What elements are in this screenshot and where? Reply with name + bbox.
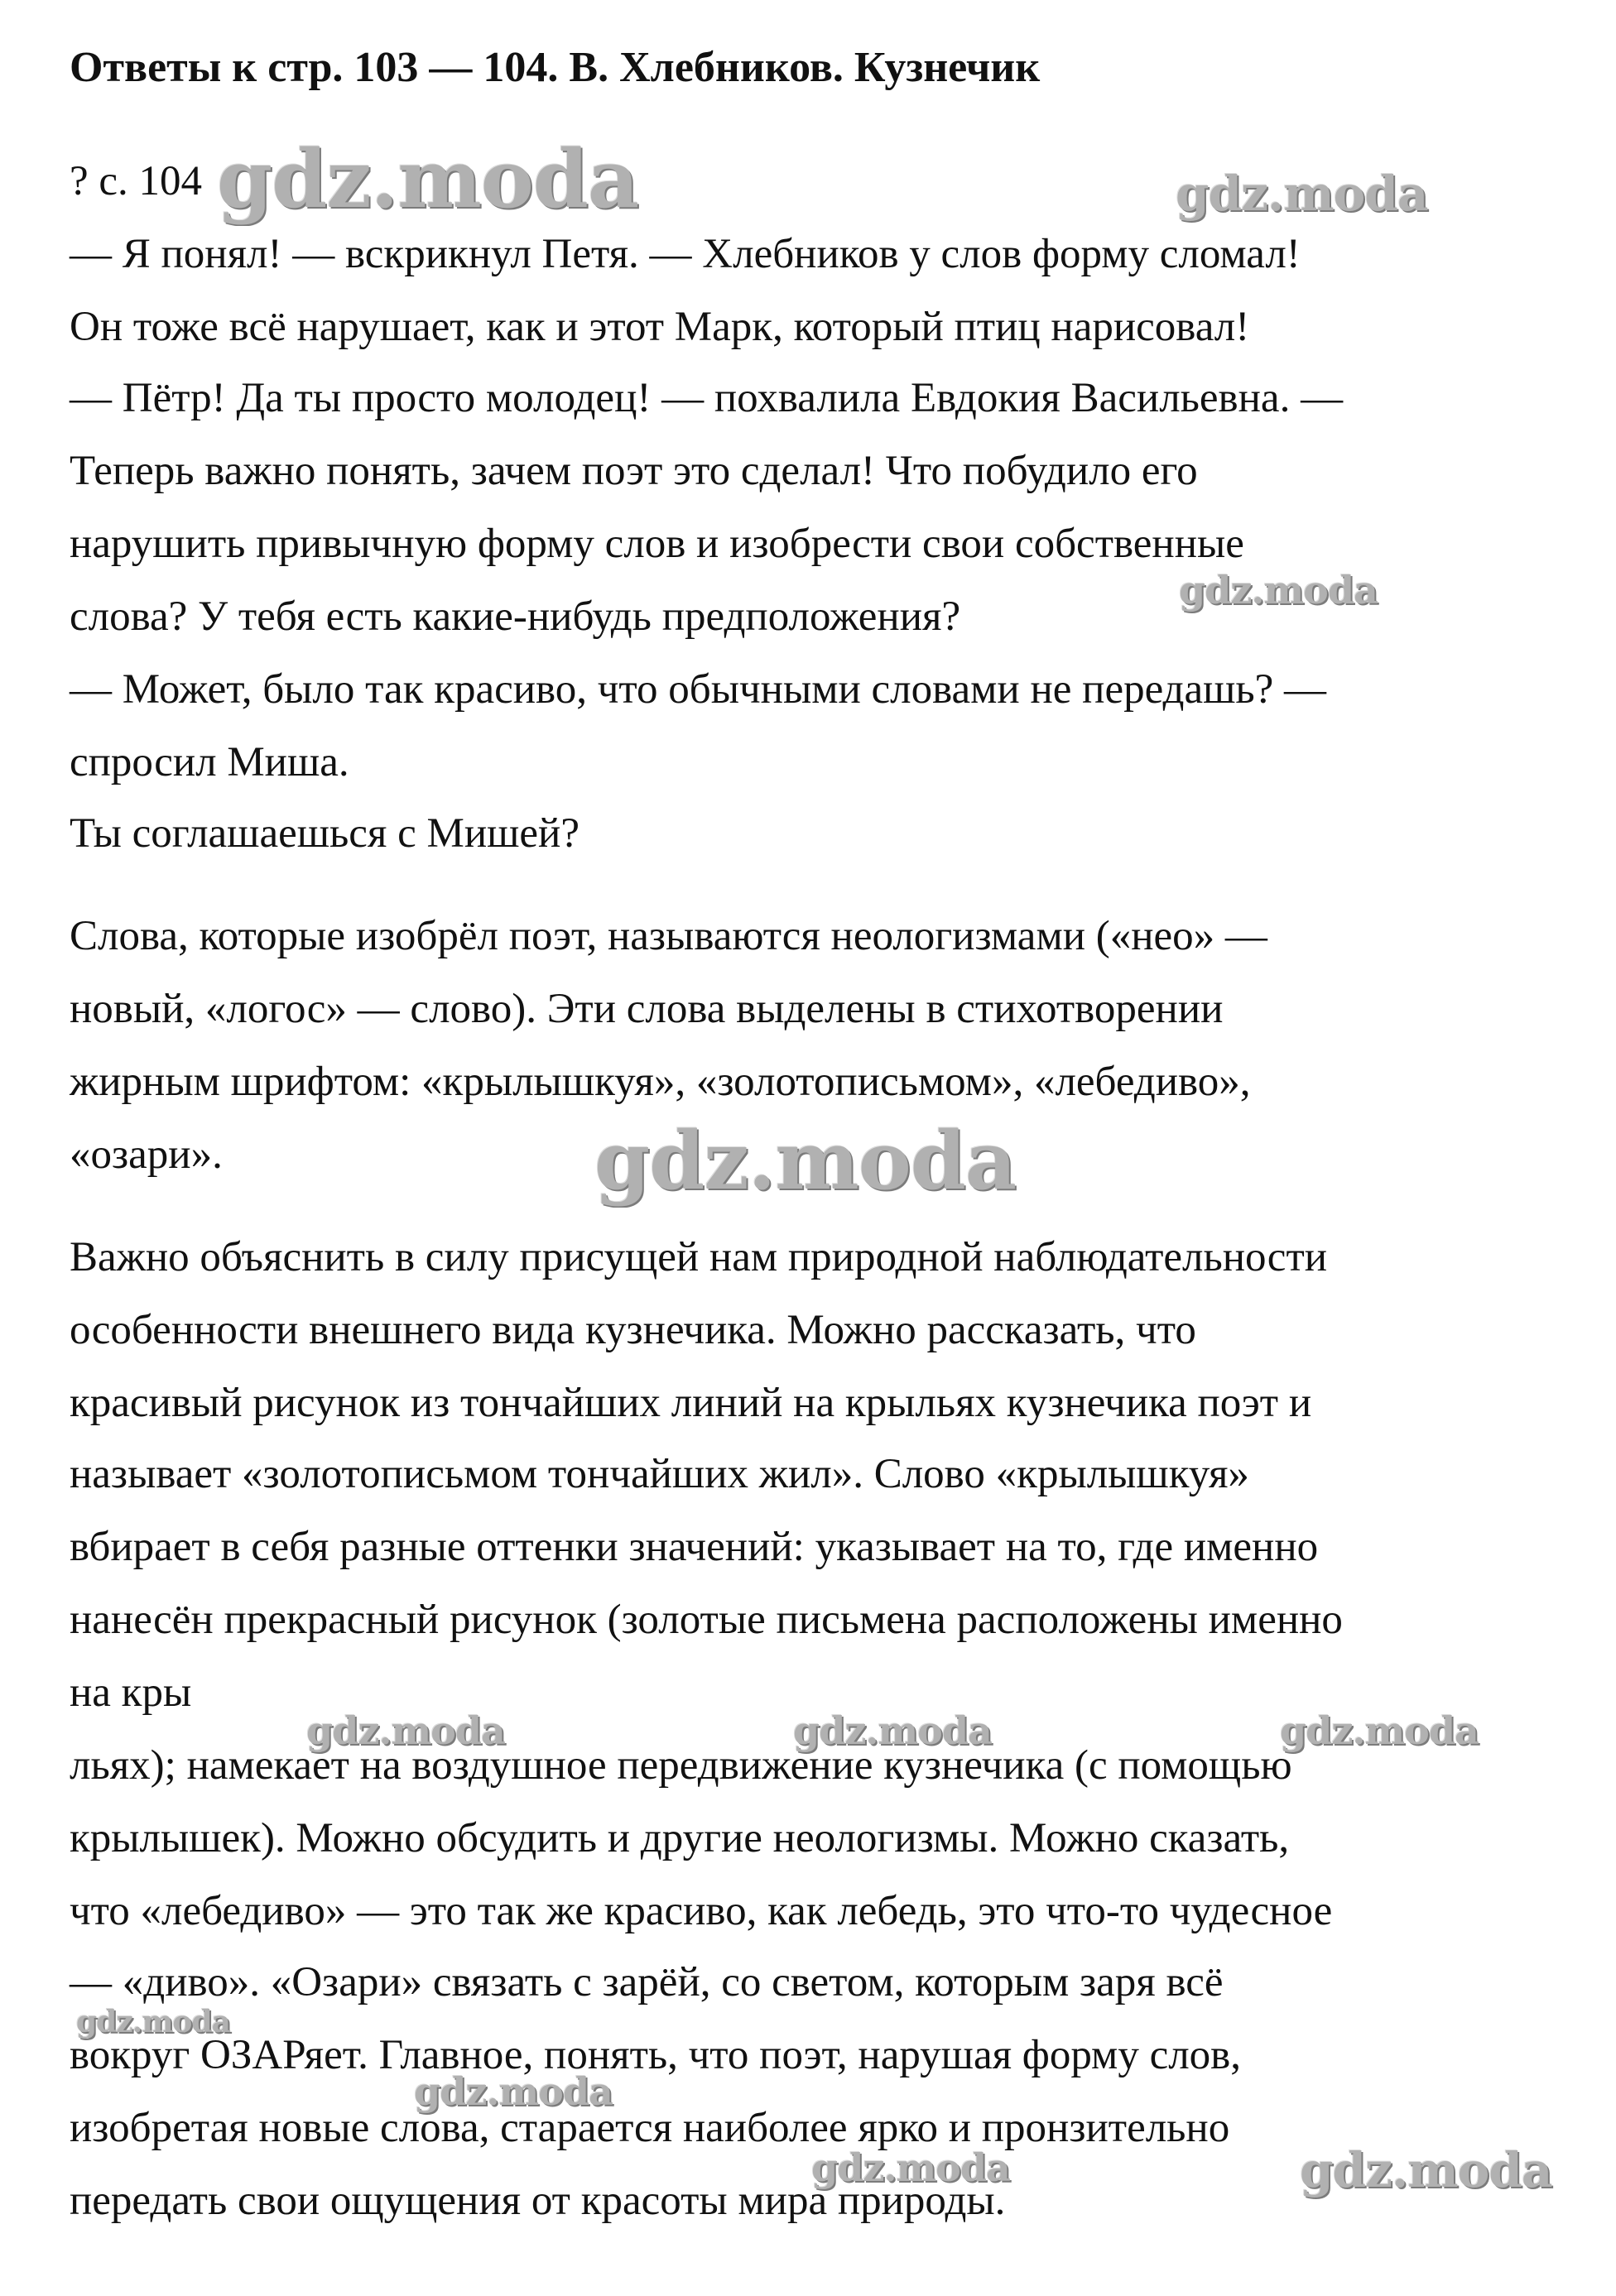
dialogue-line: Ты соглашаешься с Мишей? xyxy=(70,810,580,857)
paragraph-line: нанесён прекрасный рисунок (золотые письмена расположены именно xyxy=(70,1597,1343,1643)
paragraph-line: — «диво». «Озари» связать с зарёй, со светом, которым заря всё xyxy=(70,1959,1224,2005)
paragraph-line: что «лебедиво» — это так же красиво, как лебедь, это что-то чудесное xyxy=(70,1888,1333,1934)
watermark: gdz.moda xyxy=(1179,568,1378,612)
paragraph-line: льях); намекает на воздушное передвижение кузнечика (с помощью xyxy=(70,1742,1292,1789)
paragraph-line: вокруг ОЗАРяет. Главное, понять, что поэт, нарушая форму слов, xyxy=(70,2032,1242,2078)
paragraph-line: красивый рисунок из тончайших линий на крыльях кузнечика поэт и xyxy=(70,1380,1312,1426)
paragraph-line: жирным шрифтом: «крылышкуя», «золотописьмом», «лебедиво», xyxy=(70,1059,1251,1105)
dialogue-line: слова? У тебя есть какие-нибудь предположения? xyxy=(70,593,961,640)
dialogue-line: Теперь важно понять, зачем поэт это сделал! Что побудило его xyxy=(70,448,1198,494)
paragraph-line: Слова, которые изобрёл поэт, называются неологизмами («нео» — xyxy=(70,913,1267,959)
paragraph-line: новый, «логос» — слово). Эти слова выделены в стихотворении xyxy=(70,986,1224,1032)
dialogue-line: Он тоже всё нарушает, как и этот Марк, который птиц нарисовал! xyxy=(70,304,1250,350)
watermark: gdz.moda xyxy=(793,1708,992,1753)
watermark: gdz.moda xyxy=(306,1708,505,1753)
page-reference: ? с. 104 xyxy=(70,158,203,204)
dialogue-line: спросил Миша. xyxy=(70,739,349,785)
paragraph-line: на кры xyxy=(70,1669,192,1716)
paragraph-line: «озари». xyxy=(70,1131,223,1178)
dialogue-line: — Я понял! — вскрикнул Петя. — Хлебников у слов форму сломал! xyxy=(70,231,1301,277)
paragraph-line: Важно объяснить в силу присущей нам природной наблюдательности xyxy=(70,1234,1328,1280)
watermark: gdz.moda xyxy=(414,2069,613,2114)
dialogue-line: — Пётр! Да ты просто молодец! — похвалила Евдокия Васильевна. — xyxy=(70,375,1344,421)
watermark: gdz.moda xyxy=(1176,166,1428,222)
paragraph-line: крылышек). Можно обсудить и другие неологизмы. Можно сказать, xyxy=(70,1815,1290,1861)
paragraph-line: называет «золотописьмом тончайших жил». Слово «крылышкуя» xyxy=(70,1451,1249,1497)
watermark: gdz.moda xyxy=(1300,2142,1552,2198)
watermark: gdz.moda xyxy=(217,132,639,226)
dialogue-line: нарушить привычную форму слов и изобрести свои собственные xyxy=(70,521,1244,567)
dialogue-line: — Может, было так красиво, что обычными словами не передашь? — xyxy=(70,666,1327,713)
paragraph-line: вбирает в себя разные оттенки значений: указывает на то, где именно xyxy=(70,1524,1319,1570)
paragraph-line: передать свои ощущения от красоты мира природы. xyxy=(70,2178,1006,2224)
watermark: gdz.moda xyxy=(811,2145,1010,2190)
watermark: gdz.moda xyxy=(76,2005,230,2039)
paragraph-line: изобретая новые слова, старается наиболее ярко и пронзительно xyxy=(70,2105,1230,2151)
page-title: Ответы к стр. 103 — 104. В. Хлебников. Кузнечик xyxy=(70,44,1041,91)
watermark: gdz.moda xyxy=(1280,1708,1479,1753)
paragraph-line: особенности внешнего вида кузнечика. Можно рассказать, что xyxy=(70,1307,1196,1353)
watermark: gdz.moda xyxy=(594,1114,1017,1208)
